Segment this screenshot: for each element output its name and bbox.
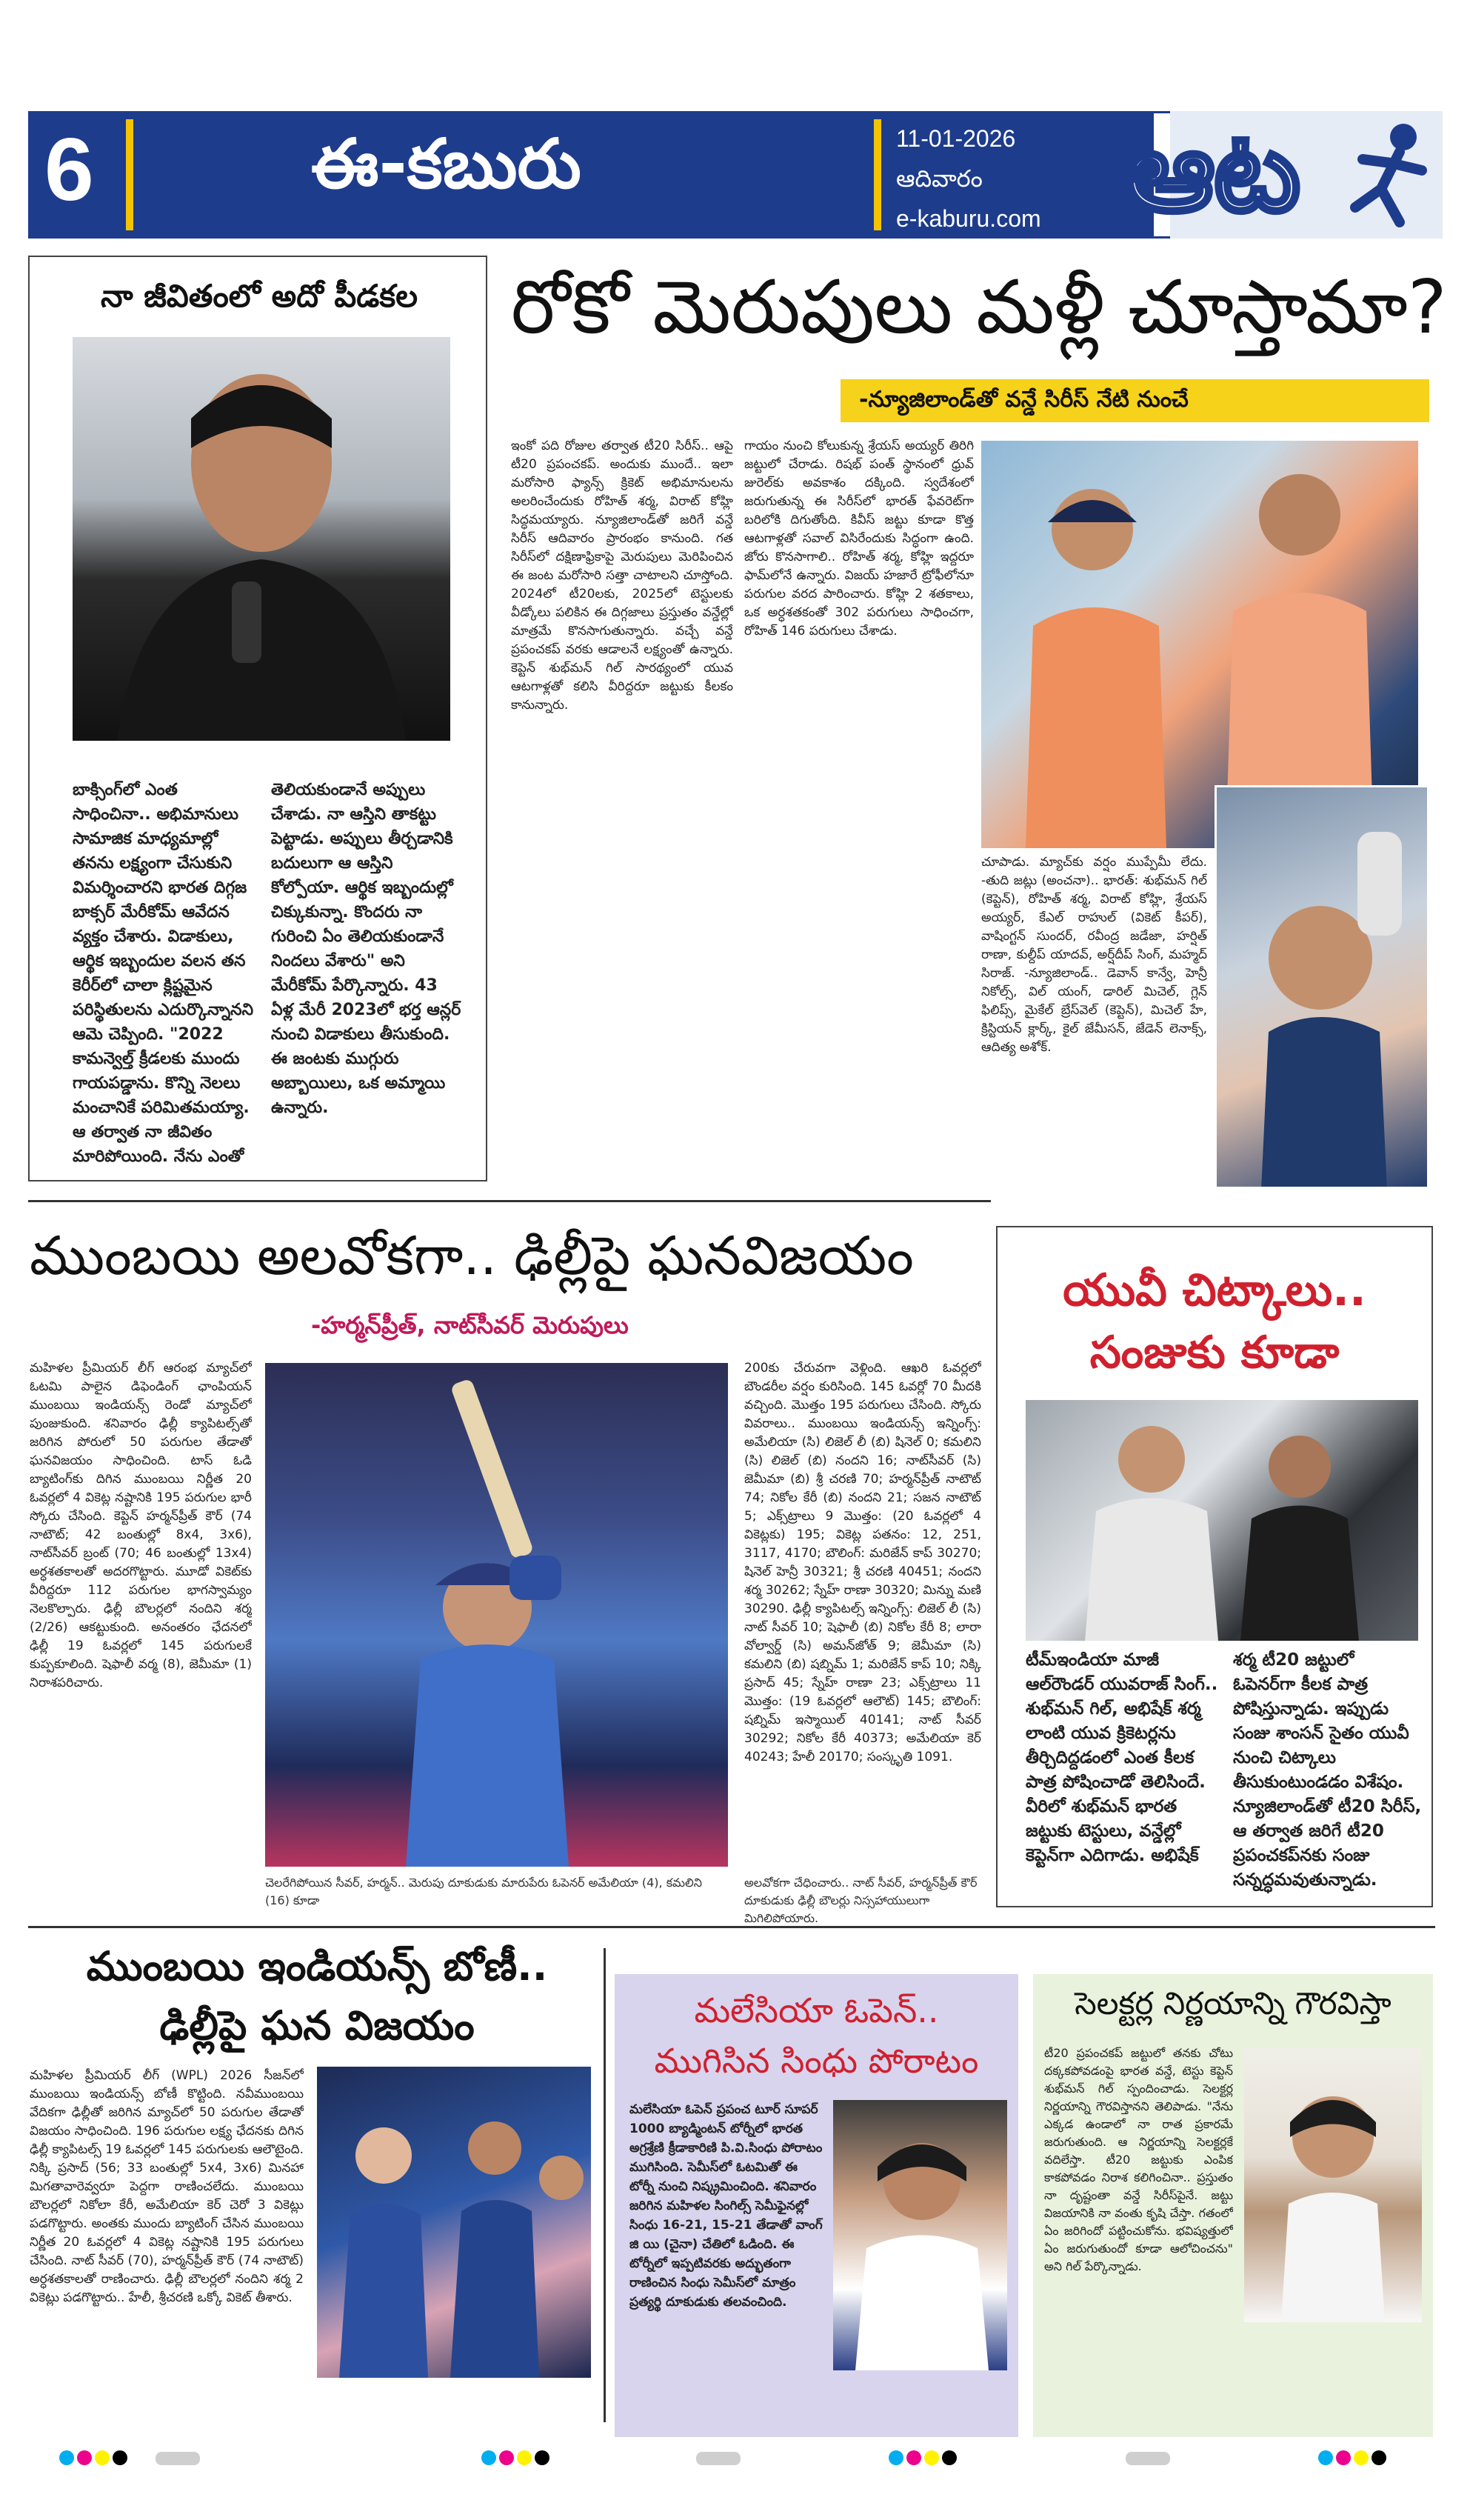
- roko-teams: -తుది జట్లు (అంచనా).. భారత్: శుభ్‌మన్ గిల్ (కెప్టెన్), రోహిత్ శర్మ, విరాట్ కోహ్లి, శ్రేయస్ అయ్యర్, కేఎల్ రాహుల్ (వికెట్ కీపర్), వాషింగ్టన్ సుందర్, రవీంద్ర జడేజా, హర్షిత్ రాణా, కుల్దీప్ యాదవ్, అర్ష్‌దీప్ సింగ్, మహ్మద్ సిరాజ్. -న్యూజిలాండ్.. డెవాన్ కాన్వే, హెన్రీ నికోల్స్, విల్ యంగ్, డారిల్ మిచెల్, గ్లెన్ ఫిలిప్స్, మైకేల్ బ్రేస్‌వెల్ (కెప్టెన్), మిచెల్ హే, క్రిస్టియన్ క్లార్క్, కైల్ జేమీసన్, జేడెన్ లెనాక్స్, ఆదిత్య అశోక్.: [981, 873, 1207, 1055]
- mary-kom-illustration: [73, 337, 450, 741]
- roko-col1: ఇంకో పది రోజుల తర్వాత టీ20 సిరీస్.. ఆపై టీ20 ప్రపంచకప్. అందుకు ముందే.. ఇలా మరోసారి ఫ్యాన్స్ క్రికెట్ అభిమానులను అలరించేందుకు రోహిత్ శర్మ, విరాట్ కోహ్లి సిద్ధమయ్యారు. న్యూజిలాండ్‌తో జరిగే వన్డే సిరీస్ ఆదివారం ప్రారంభం కానుంది. గత సిరీస్‌లో దక్షిణాఫ్రికాపై మెరుపులు మెరిపించిన ఈ జంట మరోసారి సత్తా చాటాలని చూస్తోంది. 2024లో టీ20లకు, 2025లో టెస్టులకు వీడ్కోలు పలికిన ఈ దిగ్గజాలు ప్రస్తుతం వన్డేల్లో మాత్రమే కొనసాగుతున్నారు. వచ్చే వన్డే ప్రపంచకప్ వరకు ఆడాలనే లక్ష్యంతో ఉన్నారు. కెప్టెన్ శుభ్‌మన్ గిల్ సారథ్యంలో యువ ఆటగాళ్లతో కలిసి వీరిద్దరూ జట్టుకు కీలకం కానున్నారు.: [511, 439, 733, 713]
- issue-day: ఆదివారం: [896, 165, 983, 192]
- sindhu-body: మలేసియా ఓపెన్ ప్రపంచ టూర్ సూపర్ 1000 బ్యాడ్మింటన్ టోర్నీలో భారత అగ్రశ్రేణి క్రీడాకారిణి పి.వి.సింధు పోరాటం ముగిసింది. సెమీస్‌లో ఓటమితో ఈ టోర్నీ నుంచి నిష్క్రమించింది. శనివారం జరిగిన మహిళల సింగిల్స్ సెమీఫైనల్లో సింధు 16-21, 15-21 తేడాతో వాంగ్ జి యి (చైనా) చేతిలో ఓడింది. ఈ టోర్నీలో ఇప్పటివరకు అద్భుతంగా రాణించిన సింధు సెమీస్‌లో మాత్రం ప్రత్యర్థి దూకుడుకు తలవంచింది.: [629, 2102, 823, 2310]
- masthead-divider-right: [874, 119, 881, 230]
- bottom-divider: [28, 1926, 1435, 1928]
- mumbai-headline: ముంబయి అలవోకగా.. ఢిల్లీపై ఘనవిజయం: [30, 1224, 914, 1287]
- gill-body-col1: [1044, 2044, 1233, 2341]
- harmanpreet-photo: [265, 1363, 728, 1867]
- sindhu-headline-line2: ముగిసిన సింధు పోరాటం: [654, 2041, 979, 2081]
- yuvi-col1: టీమ్‌ఇండియా మాజీ ఆల్‌రౌండర్ యువరాజ్ సింగ్.. శుభ్‌మన్ గిల్, అభిషేక్ శర్మ లాంటి యువ క్రికెటర్లను తీర్చిదిద్దడంలో ఎంత కీలక పాత్ర పోషించాడో తెలిసిందే. వీరిలో శుభ్‌మన్ భారత జట్టుకు టెస్టులు, వన్డేల్లో కెప్టెన్‌గా ఎదిగాడు. అభిషేక్: [1026, 1650, 1218, 1865]
- roko-subhead: -న్యూజిలాండ్‌తో వన్డే సిరీస్ నేటి నుంచే: [859, 387, 1189, 413]
- gill-illustration: [1244, 2048, 1422, 2322]
- registration-marks-1: [59, 2450, 130, 2465]
- bottom-vr-1: [604, 1948, 606, 2422]
- grey-mark-2: [696, 2452, 741, 2465]
- kohli-photo: [1215, 785, 1429, 1189]
- sindhu-headline-line1: మలేసియా ఓపెన్..: [694, 1990, 939, 2030]
- mary-kom-photo: [73, 337, 450, 741]
- website: e-kaburu.com: [896, 205, 1041, 232]
- issue-date: 11-01-2026: [896, 125, 1016, 152]
- mary-kom-col2: తెలియకుండానే అప్పులు చేశాడు. నా ఆస్తిని తాకట్టు పెట్టాడు. అప్పులు తీర్చడానికి బదులుగా ఆ ఆస్తిని కోల్పోయా. ఆర్థిక ఇబ్బందుల్లో చిక్కుకున్నా. కొందరు నా గురించి ఏం తెలియకుండానే నిందలు వేశారు" అని మేరీకోమ్ పేర్కొన్నారు. 43 ఏళ్ల మేరీ 2023లో భర్త ఆన్లర్ నుంచి విడాకులు తీసుకుంది. ఈ జంటకు ముగ్గురు అబ్బాయిలు, ఒక అమ్మాయి ఉన్నారు.: [271, 781, 461, 1117]
- sindhu-headline: [615, 1985, 1018, 2086]
- roko-col2: గాయం నుంచి కోలుకున్న శ్రేయస్ అయ్యర్ తిరిగి జట్టులో చేరాడు. రిషభ్ పంత్ స్థానంలో ధ్రువ్ జురెల్‌కు అవకాశం దక్కింది. స్వదేశంలో జరుగుతున్న ఈ సిరీస్‌లో భారత్ ఫేవరెట్‌గా బరిలోకి దిగుతోంది. కివీస్ జట్టు కూడా కొత్త ఆటగాళ్లతో సవాల్ విసిరేందుకు సిద్ధంగా ఉంది. జోరు కొనసాగాలి.. రోహిత్ శర్మ, కోహ్లి ఇద్దరూ ఫామ్‌లోనే ఉన్నారు. విజయ్ హజారే ట్రోఫీలోనూ పరుగుల వరద పారించారు. కోహ్లి 2 శతకాలు, ఒక అర్ధశతకంతో 302 పరుగులు సాధించగా, రోహిత్ 146 పరుగులు చేశాడు.: [744, 439, 974, 639]
- mi-bonus-headline-line2: ఢిల్లీపై ఘన విజయం: [159, 2002, 475, 2049]
- masthead-info: [896, 119, 1148, 239]
- yuvi-headline: [996, 1259, 1433, 1384]
- yuvi-photo: [1026, 1400, 1418, 1641]
- brand-name: ఈ-కబురు: [311, 124, 581, 204]
- sindhu-illustration: [833, 2100, 1007, 2370]
- kohli-illustration: [1217, 787, 1429, 1189]
- gill-body: టీ20 ప్రపంచకప్ జట్టులో తనకు చోటు దక్కకపోవడంపై భారత వన్డే, టెస్టు కెప్టెన్ శుభ్‌మన్ గిల్ స్పందించాడు. సెలక్టర్ల నిర్ణయాన్ని గౌరవిస్తానని తెలిపాడు. "నేను ఎక్కడ ఉండాలో నా రాత ప్రకారమే జరుగుతుంది. ఆ నిర్ణయాన్ని సెలక్టర్లకే వదిలేస్తా. టీ20 జట్టుకు ఎంపిక కాకపోవడం నిరాశ కలిగించినా.. ప్రస్తుతం నా దృష్టంతా వన్డే సిరీస్‌పైనే. జట్టు విజయానికి నా వంతు కృషి చేస్తా. గతంలో ఏం జరిగిందో పట్టించుకోను. భవిష్యత్తులో ఏం జరుగుతుందో కూడా ఆలోచించను" అని గిల్ పేర్కొన్నాడు.: [1044, 2046, 1233, 2273]
- grey-mark-1: [156, 2452, 200, 2465]
- mumbai-col2: 200కు చేరువగా వెళ్లింది. ఆఖరి ఓవర్లలో బౌండరీల వర్షం కురిసింది. 145 ఓవర్లో 70 మీదకి వచ్చింది. మొత్తం 195 పరుగులు చేసింది. స్కోరు వివరాలు.. ముంబయి ఇండియన్స్ ఇన్నింగ్స్: అమేలియా (సి) లిజెల్ లీ (బి) షినెల్ 0; కమలిని (సి) లిజెల్ (బి) నందని 16; నాట్‌సీవర్ (సి) జెమీమా (బి) శ్రీ చరణి 70; హర్మన్‌ప్రీత్ నాటౌట్ 74; నికోల కేరీ (బి) నందని 21; సజన నాటౌట్ 5; ఎక్స్‌ట్రాలు 9 మొత్తం: (20 ఓవర్లలో 4 వికెట్లకు) 195; వికెట్ల పతనం: 12, 251, 3117, 4170; బౌలింగ్: మరిజేన్ కాప్ 30270; షినెల్ హెన్రీ 30321; శ్రీ చరణి 40451; నందని శర్మ 30262; స్నేహ్ రాణా 30320; మిన్ను మణి 30290. ఢిల్లీ క్యాపిటల్స్ ఇన్నింగ్స్: లిజెల్ లీ (సి) నాట్ సీవర్ 10; షెఫాలీ (బి) నికోల కేరీ 8; లారా వోల్వార్డ్ (సి) అమన్‌జోత్ 9; జెమీమా (సి) కమలిని (బి) షబ్నిమ్ 1; మరిజేన్ కాప్ 10; నిక్కి ప్రసాద్ 45; స్నేహ్ రాణా 23; ఎక్స్‌ట్రాలు 11 మొత్తం: (19 ఓవర్లలో ఆలౌట్) 145; బౌలింగ్: షబ్నిమ్ ఇస్మాయిల్ 40141; నాట్ సీవర్ 30292; నికోల కేరీ 40373; అమేలియా కెర్ 40243; హేలీ 20170; సంస్కృతి 1091.: [744, 1361, 981, 1764]
- mumbai-col1: మహిళల ప్రీమియర్ లీగ్ ఆరంభ మ్యాచ్‌లో ఓటమి పాలైన డిఫెండింగ్ ఛాంపియన్ ముంబయి ఇండియన్స్ రెండో మ్యాచ్‌లో పుంజుకుంది. శనివారం ఢిల్లీ క్యాపిటల్స్‌తో జరిగిన పోరులో 50 పరుగుల తేడాతో ఘనవిజయం సాధించింది. టాస్ ఓడి బ్యాటింగ్‌కు దిగిన ముంబయి నిర్ణీత 20 ఓవర్లలో 4 వికెట్ల నష్టానికి 195 పరుగుల భారీ స్కోరు చేసింది. కెప్టెన్ హర్మన్‌ప్రీత్ కౌర్ (74 నాటౌట్; 42 బంతుల్లో 8x4, 3x6), నాట్‌సీవర్ బ్రంట్ (70; 46 బంతుల్లో 13x4) అర్ధశతకాలతో అదరగొట్టారు. మూడో వికెట్‌కు వీరిద్దరూ 112 పరుగుల భాగస్వామ్యం నెలకొల్పారు. ఢిల్లీ బౌలర్లలో నందిని శర్మ (2/26) ఆకట్టుకుంది. అనంతరం ఛేదనలో ఢిల్లీ 19 ఓవర్లలో 145 పరుగులకే కుప్పకూలింది. షెఫాలీ వర్మ (8), జెమీమా (1) నిరాశపరిచారు.: [30, 1361, 252, 1690]
- registration-marks-4: [1318, 2450, 1389, 2465]
- harmanpreet-illustration: [265, 1363, 728, 1867]
- gill-photo: [1244, 2048, 1422, 2322]
- gill-headline: సెలక్టర్ల నిర్ణయాన్ని గౌరవిస్తా: [1075, 1985, 1392, 2021]
- mi-players-photo: [317, 2067, 591, 2378]
- mumbai-subhead: -హర్మన్‌ప్రీత్, నాట్‌సీవర్ మెరుపులు: [311, 1311, 629, 1339]
- roko-caption: చూపాడు. మ్యాచ్‌కు వర్షం ముప్పేమీ లేదు.: [981, 855, 1207, 870]
- grey-mark-3: [1126, 2452, 1170, 2465]
- yuvi-headline-line2: సంజుకు కూడా: [1089, 1327, 1340, 1379]
- mi-bonus-body: మహిళల ప్రీమియర్ లీగ్ (WPL) 2026 సీజన్‌లో ముంబయి ఇండియన్స్ బోణీ కొట్టింది. నవీముంబయి వేదికగా ఢిల్లీతో జరిగిన మ్యాచ్‌లో 50 పరుగుల తేడాతో విజయం సాధించింది. 196 పరుగుల లక్ష్య ఛేదనకు దిగిన ఢిల్లీ క్యాపిటల్స్ 19 ఓవర్లలో 145 పరుగులకు ఆలౌటైంది. నిక్కి ప్రసాద్ (56; 33 బంతుల్లో 5x4, 3x6) మినహా మిగతావారెవ్వరూ పెద్దగా రాణించలేదు. ముంబయి బౌలర్లలో నికోలా కేరీ, అమేలియా కెర్ చెరో 3 వికెట్లు పడగొట్టారు. అంతకు ముందు బ్యాటింగ్ చేసిన ముంబయి నిర్ణీత 20 ఓవర్లలో 4 వికెట్ల నష్టానికి 195 పరుగులు చేసింది. నాట్ సీవర్ (70), హర్మన్‌ప్రీత్ కౌర్ (74 నాటౌట్) అర్ధశతకాలతో రాణించారు. ఢిల్లీ బౌలర్లలో నందిని శర్మ 2 వికెట్లు పడగొట్టారు.. హేలీ, శ్రీచరణి ఒక్కో వికెట్ తీశారు.: [30, 2068, 304, 2305]
- sindhu-photo: [833, 2100, 1007, 2370]
- masthead-divider-left: [126, 119, 133, 230]
- registration-marks-2: [481, 2450, 552, 2465]
- registration-marks-3: [889, 2450, 960, 2465]
- yuvi-headline-line1: యువీ చిట్కాలు..: [1063, 1264, 1366, 1316]
- mi-players-illustration: [317, 2067, 591, 2378]
- roko-col3: [981, 853, 1207, 1179]
- mi-bonus-headline: [28, 1937, 606, 2056]
- mumbai-col2-tail: అలవోకగా చేధించారు.. నాట్ సీవర్, హర్మన్‌ప్రీత్ కౌర్ దూకుడుకు ఢిల్లీ బౌలర్లు నిస్సహాయులుగా మిగిలిపోయారు.: [744, 1876, 978, 1925]
- harmanpreet-caption: చెలరేగిపోయిన సీవర్, హర్మన్.. మెరుపు దూకుడుకు మారుపేరు ఓపెనర్ అమేలియా (4), కమలిని (16) కూడా: [265, 1876, 702, 1907]
- roko-headline: రోకో మెరుపులు మళ్లీ చూస్తామా?: [511, 264, 1447, 350]
- mary-kom-col1: బాక్సింగ్‌లో ఎంత సాధించినా.. అభిమానులు సామాజిక మాధ్యమాల్లో తనను లక్ష్యంగా చేసుకుని విమర్శించారని భారత దిగ్గజ బాక్సర్ మేరీకోమ్ ఆవేదన వ్యక్తం చేశారు. విడాకులు, ఆర్థిక ఇబ్బందుల వలన తన కెరీర్‌లో చాలా క్లిష్టమైన పరిస్థితులను ఎదుర్కొన్నానని ఆమె చెప్పింది. "2022 కామన్వెల్త్ క్రీడలకు ముందు గాయపడ్డాను. కొన్ని నెలలు మంచానికే పరిమితమయ్యా. ఆ తర్వాత నా జీవితం మారిపోయింది. నేను ఎంతో: [73, 781, 254, 1166]
- section-title: ఆట: [1126, 107, 1300, 236]
- page-number: 6: [44, 120, 94, 219]
- mi-bonus-headline-line1: ముంబయి ఇండియన్స్ బోణీ..: [86, 1943, 548, 1990]
- section-divider: [28, 1200, 991, 1202]
- mary-kom-title: నా జీవితంలో అదో పీడకల: [100, 278, 418, 314]
- runner-icon: [1333, 119, 1437, 230]
- yuvi-col2: శర్మ టీ20 జట్టులో ఓపెనర్‌గా కీలక పాత్ర పోషిస్తున్నాడు. ఇప్పుడు సంజు శాంసన్ సైతం యువీ నుంచి చిట్కాలు తీసుకుంటుండడం విశేషం. న్యూజిలాండ్‌తో టీ20 సిరీస్, ఆ తర్వాత జరిగే టీ20 ప్రపంచకప్‌నకు సంజు సన్నద్ధమవుతున్నాడు.: [1233, 1650, 1422, 1890]
- yuvi-illustration: [1026, 1400, 1418, 1641]
